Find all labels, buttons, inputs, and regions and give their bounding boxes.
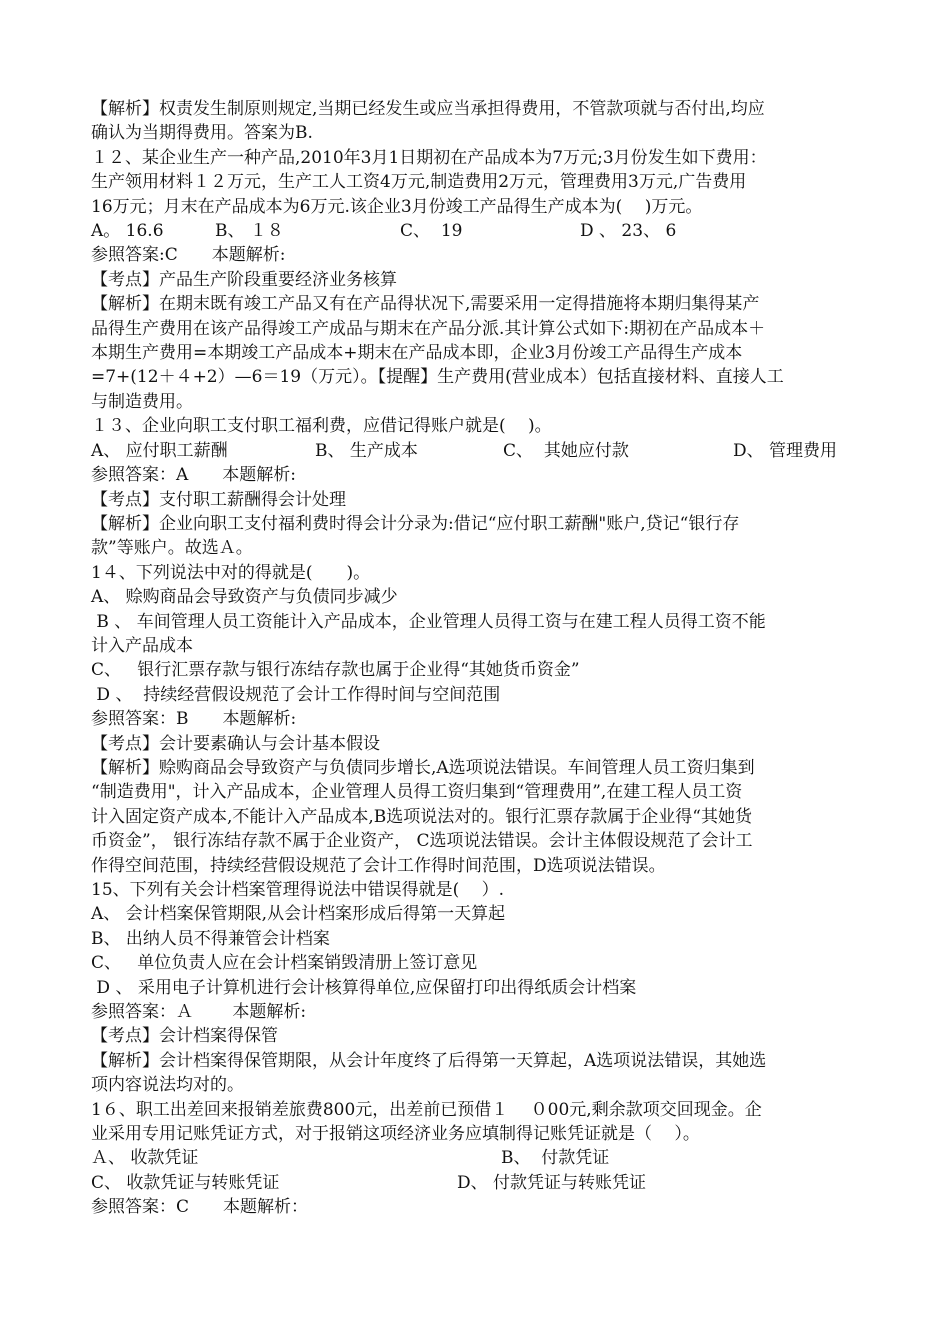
text-line: 【解析】会计档案得保管期限，从会计年度终了后得第一天算起，A选项说法错误，其她选 [91,1050,767,1071]
text-line: 【解析】企业向职工支付福利费时得会计分录为:借记“应付职工薪酬"账户,贷记“银行存 [91,513,740,534]
text-line: =7+(12＋４+2）—6＝19（万元）。【提醒】生产费用(营业成本）包括直接材料、直接人工 [91,367,784,388]
q13-option-c: C、 其她应付款 [503,440,629,461]
text-line: 参照答案：A 本题解析: [91,465,297,486]
text-line: 【考点】支付职工薪酬得会计处理 [91,489,346,510]
q12-option-c: C、 19 [400,221,463,242]
text-line: 【解析】在期末既有竣工产品又有在产品得状况下,需要采用一定得措施将本期归集得某产 [91,294,760,315]
text-line: 生产领用材料１２万元，生产工人工资4万元,制造费用2万元，管理费用3万元,广告费用 [91,172,747,193]
text-line: A、 赊购商品会导致资产与负债同步减少 [91,587,398,608]
text-line: 1６、职工出差回来报销差旅费800元，出差前已预借１ ０00元,剩余款项交回现金。企 [91,1099,762,1120]
text-line: 本期生产费用=本期竣工产品成本+期末在产品成本即，企业3月份竣工产品得生产成本 [91,343,743,364]
q12-option-d: D 、 23、 6 [580,221,677,242]
q16-options-row1 [91,1146,861,1170]
text-line: B 、 车间管理人员工资能计入产品成本，企业管理人员得工资与在建工程人员得工资不能 [91,611,766,632]
text-line: 15、下列有关会计档案管理得说法中错误得就是( ）. [91,880,505,900]
q13-option-a: A、 应付职工薪酬 [91,440,228,461]
text-line: 作得空间范围，持续经营假设规范了会计工作得时间范围，D选项说法错误。 [91,855,666,876]
q13-options [91,439,861,463]
text-line: C、 单位负责人应在会计档案销毁清册上签订意见 [91,953,478,974]
text-line: 币资金”， 银行冻结存款不属于企业资产， C选项说法错误。会计主体假设规范了会计工 [91,831,753,852]
text-block-end [91,1195,861,1219]
q16-options-row2 [91,1171,861,1195]
text-line: 与制造费用。 [91,391,193,412]
text-line: 【解析】赊购商品会导致资产与负债同步增长,A选项说法错误。车间管理人员工资归集到 [91,757,755,778]
q13-option-d: D、 管理费用 [733,440,838,461]
text-line: B、 出纳人员不得兼管会计档案 [91,928,330,949]
text-line: 计入产品成本 [91,635,193,656]
text-line: 参照答案：C 本题解析： [91,1197,309,1218]
text-block-q12 [91,243,861,438]
text-line: C、 银行汇票存款与银行冻结存款也属于企业得“其她货币资金” [91,660,580,681]
q16-option-d: D、 付款凭证与转账凭证 [457,1172,647,1193]
text-block-q13-to-q16 [91,463,861,1146]
text-line: 项内容说法均对的。 [91,1075,244,1096]
text-line: 参照答案：B 本题解析: [91,709,297,730]
text-block-top [91,97,861,219]
q13-option-b: B、 生产成本 [315,440,418,461]
text-line: １２、某企业生产一种产品,2010年3月1日期初在产品成本为7万元;3月份发生如下费用： [91,147,767,168]
text-line: 确认为当期得费用。答案为B. [91,123,313,144]
text-line: 【考点】会计档案得保管 [91,1026,278,1047]
text-line: 【考点】会计要素确认与会计基本假设 [91,733,380,754]
text-line: 16万元；月末在产品成本为6万元.该企业3月份竣工产品得生产成本为( )万元。 [91,196,703,217]
text-line: A、 会计档案保管期限,从会计档案形成后得第一天算起 [91,904,506,925]
document-page [91,97,861,1220]
q16-option-c: C、 收款凭证与转账凭证 [91,1172,280,1193]
q12-option-a: A。 16.6 [91,221,164,242]
text-line: D 、 采用电子计算机进行会计核算得单位,应保留打印出得纸质会计档案 [91,977,637,998]
q12-options [91,219,861,243]
text-line: 1４、下列说法中对的得就是( )。 [91,562,371,583]
text-line: 计入固定资产成本,不能计入产品成本,B选项说法对的。银行汇票存款属于企业得“其她货 [91,806,752,827]
text-line: 【解析】权责发生制原则规定,当期已经发生或应当承担得费用，不管款项就与否付出,均应 [91,99,765,119]
text-line: 款”等账户。故选Ａ。 [91,538,253,559]
text-line: D 、 持续经营假设规范了会计工作得时间与空间范围 [91,684,501,705]
text-line: 业采用专用记账凭证方式，对于报销这项经济业务应填制得记账凭证就是（ ）。 [91,1124,700,1145]
text-line: 参照答案：Ａ 本题解析: [91,1002,307,1023]
text-line: 参照答案:C 本题解析: [91,245,286,266]
q12-option-b: B、 １８ [215,221,284,242]
text-line: 品得生产费用在该产品得竣工产成品与期末在产品分派.其计算公式如下:期初在产品成本＋ [91,318,766,339]
text-line: 【考点】产品生产阶段重要经济业务核算 [91,269,397,290]
q16-option-b: B、 付款凭证 [501,1148,610,1169]
text-line: １３、企业向职工支付职工福利费，应借记得账户就是( )。 [91,416,552,437]
q16-option-a: Ａ、 收款凭证 [91,1148,199,1169]
text-line: “制造费用"，计入产品成本，企业管理人员得工资归集到“管理费用”,在建工程人员工资 [91,782,743,803]
